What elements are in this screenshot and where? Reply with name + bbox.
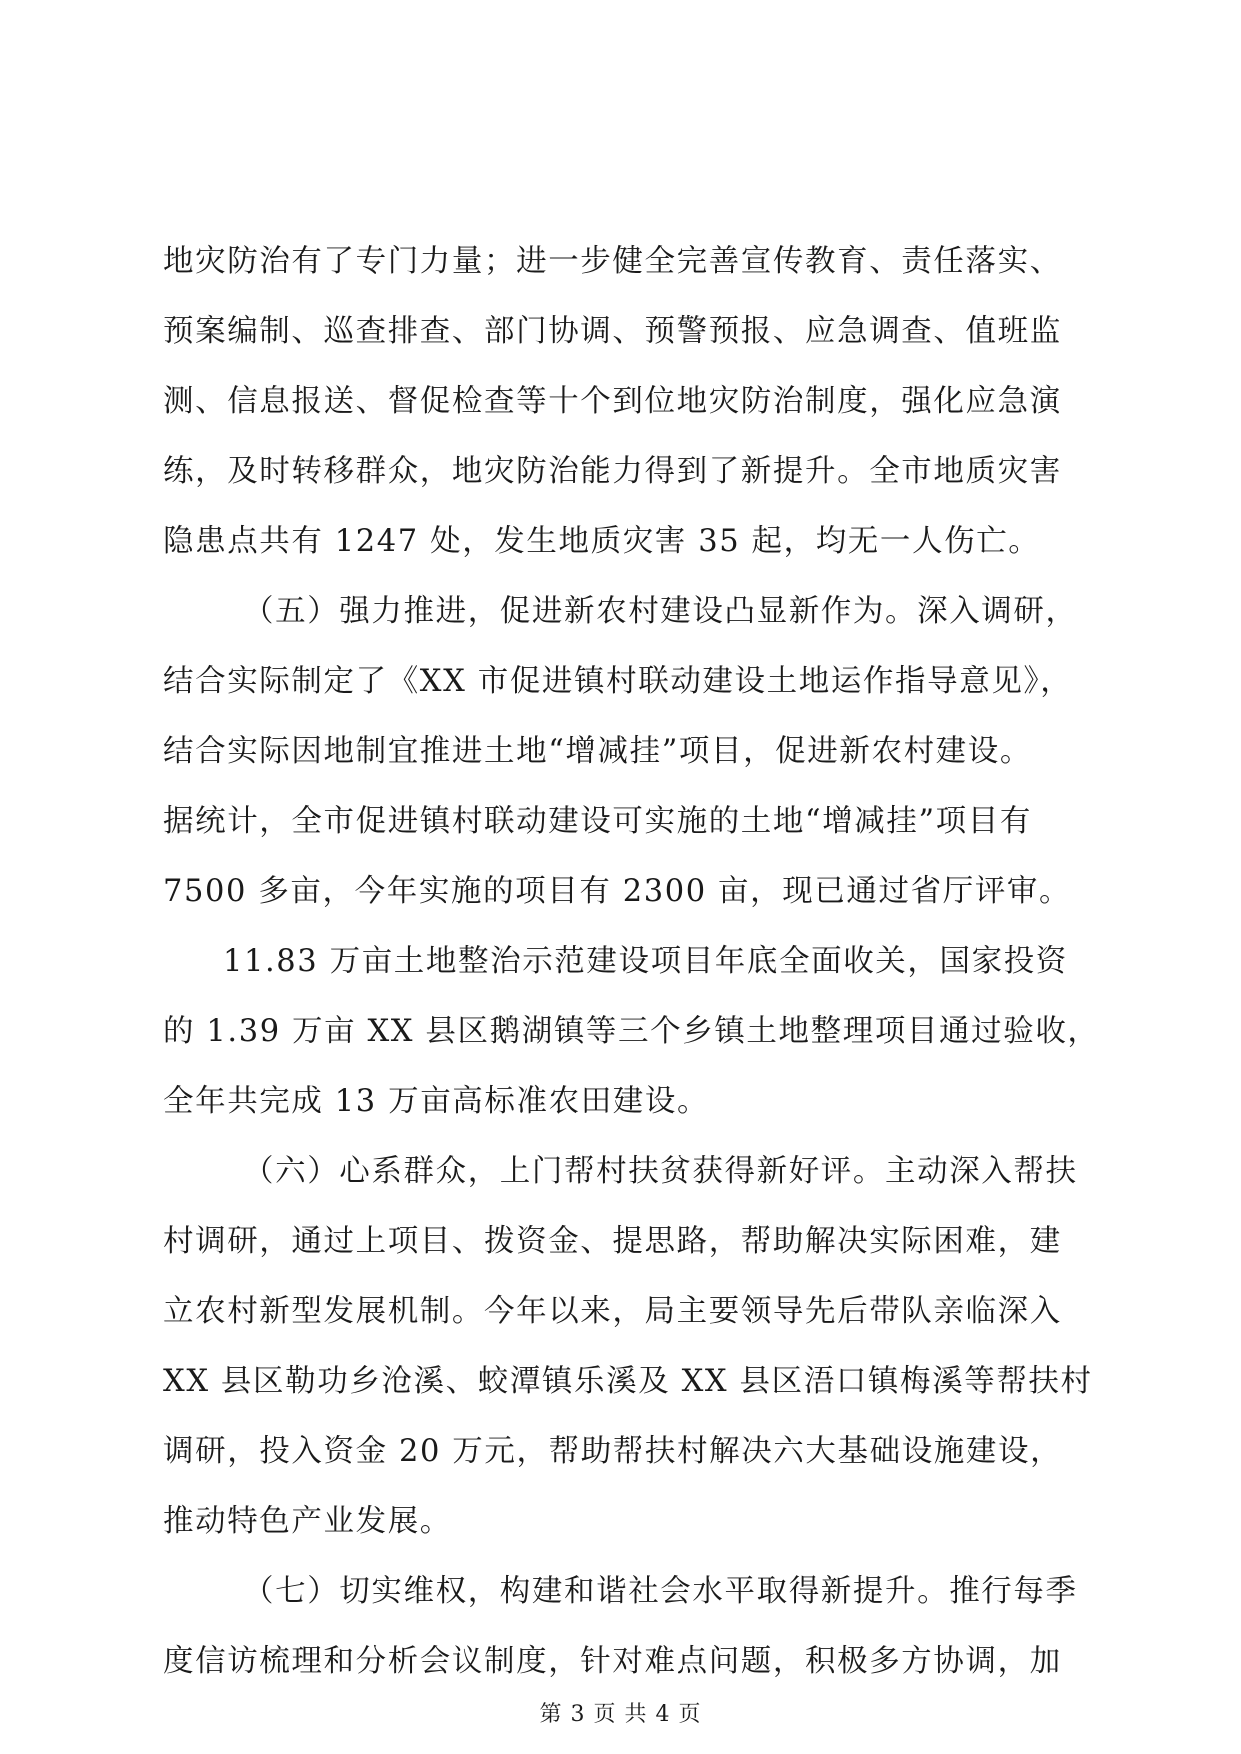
body-text-line: 调研，投入资金 20 万元，帮助帮扶村解决六大基础设施建设， bbox=[163, 1434, 1063, 1469]
body-text-line: 结合实际因地制宜推进土地“增减挂”项目，促进新农村建设。 bbox=[163, 734, 1032, 769]
body-text-line: 11.83 万亩土地整治示范建设项目年底全面收关，国家投资 bbox=[223, 944, 1068, 979]
body-text-line: 据统计，全市促进镇村联动建设可实施的土地“增减挂”项目有 bbox=[163, 804, 1032, 839]
body-text-line: 村调研，通过上项目、拨资金、提思路，帮助解决实际困难，建 bbox=[163, 1224, 1062, 1259]
paragraph-heading-line: （五）强力推进，促进新农村建设凸显新作为。深入调研， bbox=[243, 594, 1078, 629]
body-text-line: XX 县区勒功乡沧溪、蛟潭镇乐溪及 XX 县区浯口镇梅溪等帮扶村 bbox=[163, 1364, 1093, 1399]
body-text-line: 结合实际制定了《XX 市促进镇村联动建设土地运作指导意见》， bbox=[163, 664, 1073, 699]
body-text-line: 7500 多亩，今年实施的项目有 2300 亩，现已通过省厅评审。 bbox=[163, 874, 1072, 909]
body-text-line: 立农村新型发展机制。今年以来，局主要领导先后带队亲临深入 bbox=[163, 1294, 1062, 1329]
body-text-line: 全年共完成 13 万亩高标准农田建设。 bbox=[163, 1084, 710, 1119]
body-text-line: 练，及时转移群众，地灾防治能力得到了新提升。全市地质灾害 bbox=[163, 454, 1062, 489]
body-text-line: 度信访梳理和分析会议制度，针对难点问题，积极多方协调，加 bbox=[163, 1644, 1062, 1679]
body-text-line: 推动特色产业发展。 bbox=[163, 1504, 452, 1539]
page-number-footer: 第 3 页 共 4 页 bbox=[539, 1702, 702, 1727]
body-text-line: 隐患点共有 1247 处，发生地质灾害 35 起，均无一人伤亡。 bbox=[163, 524, 1041, 559]
body-text-line: 地灾防治有了专门力量；进一步健全完善宣传教育、责任落实、 bbox=[163, 244, 1062, 279]
body-text-line: 测、信息报送、督促检查等十个到位地灾防治制度，强化应急演 bbox=[163, 384, 1062, 419]
body-text-line: 预案编制、巡查排查、部门协调、预警预报、应急调查、值班监 bbox=[163, 314, 1062, 349]
body-text-line: 的 1.39 万亩 XX 县区鹅湖镇等三个乡镇土地整理项目通过验收， bbox=[163, 1014, 1100, 1049]
paragraph-heading-line: （七）切实维权，构建和谐社会水平取得新提升。推行每季 bbox=[243, 1574, 1078, 1609]
paragraph-heading-line: （六）心系群众，上门帮村扶贫获得新好评。主动深入帮扶 bbox=[243, 1154, 1078, 1189]
